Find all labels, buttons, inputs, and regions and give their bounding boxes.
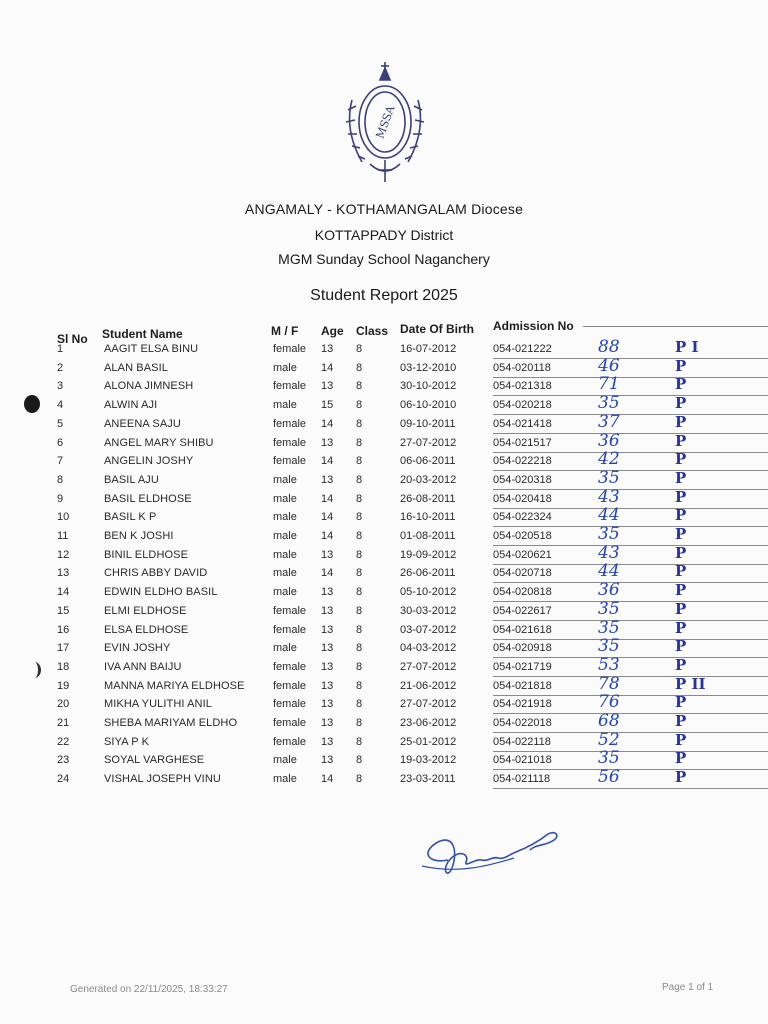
cell-gender: female (273, 343, 307, 355)
cell-student-name: ANGELIN JOSHY (104, 455, 194, 467)
cell-dob: 30-10-2012 (400, 380, 457, 392)
table-row (0, 730, 768, 754)
cell-age: 14 (321, 511, 334, 523)
cell-handwritten-mark: 35 (598, 468, 620, 488)
cell-handwritten-mark: 35 (598, 599, 620, 619)
cell-dob: 05-10-2012 (400, 586, 457, 598)
row-rule (493, 713, 768, 714)
row-rule (493, 545, 768, 546)
cell-handwritten-mark: 43 (598, 543, 620, 563)
cell-attendance: P (675, 450, 687, 468)
cell-gender: female (273, 455, 307, 467)
cell-sl: 11 (57, 530, 69, 542)
cell-sl: 9 (57, 493, 64, 505)
cell-attendance: P (675, 619, 687, 637)
cell-age: 13 (321, 437, 334, 449)
row-rule (493, 452, 768, 453)
cell-dob: 23-03-2011 (400, 773, 456, 785)
cell-attendance: P (675, 562, 687, 580)
cell-gender: male (273, 399, 297, 411)
cell-sl: 7 (57, 455, 64, 467)
cell-gender: male (273, 362, 297, 374)
row-rule (493, 508, 768, 509)
header-rule (583, 326, 768, 327)
cell-student-name: AAGIT ELSA BINU (104, 343, 199, 355)
logo-text: MSSA (373, 103, 398, 141)
cell-gender: female (273, 624, 307, 636)
cell-handwritten-mark: 56 (598, 767, 620, 787)
cell-attendance: P (675, 469, 687, 487)
cell-gender: female (273, 717, 307, 729)
cell-class: 8 (356, 418, 363, 430)
cell-student-name: CHRIS ABBY DAVID (104, 567, 208, 579)
cell-student-name: ALWIN AJI (104, 399, 158, 411)
table-row (0, 636, 768, 660)
cell-student-name: BASIL AJU (104, 474, 159, 486)
cell-handwritten-mark: 71 (598, 374, 620, 394)
cell-age: 13 (321, 754, 334, 766)
row-rule (493, 526, 768, 527)
cell-sl: 2 (57, 362, 64, 374)
row-rule (493, 433, 768, 434)
cell-age: 14 (321, 493, 334, 505)
cell-admission-no: 054-020818 (493, 586, 552, 598)
col-header-name: Student Name (102, 327, 183, 341)
cell-admission-no: 054-022218 (493, 455, 552, 467)
cell-age: 13 (321, 474, 334, 486)
cell-student-name: ELMI ELDHOSE (104, 605, 187, 617)
cell-dob: 01-08-2011 (400, 530, 456, 542)
cell-dob: 27-07-2012 (400, 661, 457, 673)
row-rule (493, 639, 768, 640)
cell-dob: 25-01-2012 (400, 736, 457, 748)
row-rule (493, 676, 768, 677)
cell-class: 8 (356, 455, 363, 467)
cell-student-name: BINIL ELDHOSE (104, 549, 189, 561)
cell-admission-no: 054-021517 (493, 437, 552, 449)
row-rule (493, 564, 768, 565)
cell-dob: 06-10-2010 (400, 399, 457, 411)
cell-attendance: P (675, 712, 687, 730)
cell-dob: 16-07-2012 (400, 343, 457, 355)
cell-admission-no: 054-022018 (493, 717, 552, 729)
cell-attendance: P (675, 394, 687, 412)
cell-handwritten-mark: 44 (598, 561, 620, 581)
cell-admission-no: 054-021918 (493, 698, 552, 710)
cell-class: 8 (356, 717, 363, 729)
cell-gender: female (273, 605, 307, 617)
cell-class: 8 (356, 624, 363, 636)
table-row (0, 692, 768, 716)
table-row (0, 412, 768, 436)
table-row (0, 524, 768, 548)
cell-sl: 6 (57, 437, 64, 449)
cell-gender: male (273, 493, 297, 505)
cell-admission-no: 054-021118 (493, 773, 551, 785)
row-rule (493, 620, 768, 621)
cell-admission-no: 054-020518 (493, 530, 552, 542)
cell-admission-no: 054-022324 (493, 511, 552, 523)
cell-admission-no: 054-020218 (493, 399, 552, 411)
row-rule (493, 601, 768, 602)
cell-dob: 20-03-2012 (400, 474, 457, 486)
cell-sl: 10 (57, 511, 70, 523)
cell-admission-no: 054-021818 (493, 680, 552, 692)
cell-age: 13 (321, 717, 334, 729)
cell-age: 13 (321, 605, 334, 617)
row-rule (493, 695, 768, 696)
cell-age: 13 (321, 642, 334, 654)
cell-class: 8 (356, 773, 363, 785)
cell-class: 8 (356, 380, 363, 392)
col-header-age: Age (321, 324, 344, 338)
cell-sl: 20 (57, 698, 70, 710)
row-rule (493, 732, 768, 733)
punch-hole (24, 395, 40, 413)
cell-dob: 03-07-2012 (400, 624, 457, 636)
cell-attendance: P (675, 600, 687, 618)
cell-handwritten-mark: 37 (598, 412, 620, 432)
cell-admission-no: 054-021318 (493, 380, 552, 392)
cell-student-name: ALONA JIMNESH (104, 380, 194, 392)
row-rule (493, 377, 768, 378)
cell-handwritten-mark: 35 (598, 393, 620, 413)
cell-student-name: ALAN BASIL (104, 362, 168, 374)
cell-attendance: P I (675, 338, 699, 356)
cell-sl: 23 (57, 754, 70, 766)
table-row (0, 580, 768, 604)
cell-handwritten-mark: 78 (598, 674, 620, 694)
cell-sl: 4 (57, 399, 64, 411)
cell-student-name: MIKHA YULITHI ANIL (104, 698, 212, 710)
cell-age: 14 (321, 362, 334, 374)
row-rule (493, 489, 768, 490)
col-header-dob: Date Of Birth (400, 322, 475, 336)
cell-dob: 09-10-2011 (400, 418, 456, 430)
row-rule (493, 414, 768, 415)
cell-dob: 04-03-2012 (400, 642, 457, 654)
cell-handwritten-mark: 43 (598, 487, 620, 507)
page-number: Page 1 of 1 (662, 982, 714, 993)
cell-sl: 14 (57, 586, 70, 598)
cell-class: 8 (356, 736, 363, 748)
cell-age: 13 (321, 549, 334, 561)
cell-attendance: P (675, 525, 687, 543)
cell-attendance: P (675, 375, 687, 393)
cell-dob: 16-10-2011 (400, 511, 456, 523)
cell-admission-no: 054-021618 (493, 624, 552, 636)
cell-attendance: P (675, 413, 687, 431)
district-title: KOTTAPPADY District (314, 227, 454, 243)
cell-sl: 16 (57, 624, 70, 636)
cell-attendance: P (675, 488, 687, 506)
cell-gender: female (273, 661, 307, 673)
cell-class: 8 (356, 343, 363, 355)
table-row (0, 711, 768, 735)
cell-dob: 27-07-2012 (400, 437, 457, 449)
cell-class: 8 (356, 605, 363, 617)
cell-handwritten-mark: 46 (598, 356, 620, 376)
cell-admission-no: 054-020621 (493, 549, 552, 561)
cell-handwritten-mark: 35 (598, 618, 620, 638)
cell-admission-no: 054-020118 (493, 362, 551, 374)
table-row (0, 487, 768, 511)
cell-student-name: ANGEL MARY SHIBU (104, 437, 214, 449)
cell-sl: 17 (57, 642, 70, 654)
table-row (0, 505, 768, 529)
table-row (0, 468, 768, 492)
cell-sl: 19 (57, 680, 70, 692)
table-row (0, 374, 768, 398)
cell-admission-no: 054-022118 (493, 736, 551, 748)
table-row (0, 356, 768, 380)
cell-sl: 5 (57, 418, 64, 430)
cell-gender: female (273, 437, 307, 449)
cell-age: 13 (321, 736, 334, 748)
cell-sl: 8 (57, 474, 64, 486)
cell-attendance: P (675, 432, 687, 450)
row-rule (493, 657, 768, 658)
cell-student-name: ANEENA SAJU (104, 418, 181, 430)
school-emblem-logo (340, 60, 430, 186)
cell-attendance: P (675, 731, 687, 749)
cell-handwritten-mark: 52 (598, 730, 620, 750)
cell-dob: 23-06-2012 (400, 717, 457, 729)
row-rule (493, 395, 768, 396)
cell-age: 13 (321, 698, 334, 710)
cell-gender: female (273, 698, 307, 710)
cell-handwritten-mark: 36 (598, 580, 620, 600)
cell-sl: 18 (57, 661, 70, 673)
cell-class: 8 (356, 362, 363, 374)
cell-sl: 24 (57, 773, 70, 785)
table-row (0, 543, 768, 567)
cell-handwritten-mark: 35 (598, 524, 620, 544)
cell-attendance: P (675, 749, 687, 767)
cell-student-name: BASIL ELDHOSE (104, 493, 192, 505)
cell-handwritten-mark: 36 (598, 431, 620, 451)
cell-class: 8 (356, 530, 363, 542)
cell-class: 8 (356, 493, 363, 505)
cell-class: 8 (356, 661, 363, 673)
table-row (0, 655, 768, 679)
cell-age: 14 (321, 773, 334, 785)
cell-class: 8 (356, 754, 363, 766)
cell-attendance: P (675, 581, 687, 599)
cell-gender: male (273, 474, 297, 486)
table-row (0, 431, 768, 455)
cell-dob: 03-12-2010 (400, 362, 457, 374)
cell-dob: 27-07-2012 (400, 698, 457, 710)
row-rule (493, 751, 768, 752)
cell-handwritten-mark: 76 (598, 692, 620, 712)
cell-attendance: P (675, 693, 687, 711)
cell-class: 8 (356, 680, 363, 692)
table-row (0, 561, 768, 585)
cell-class: 8 (356, 511, 363, 523)
cell-attendance: P (675, 544, 687, 562)
cell-sl: 13 (57, 567, 70, 579)
cell-handwritten-mark: 42 (598, 449, 620, 469)
row-rule (493, 470, 768, 471)
cell-gender: female (273, 380, 307, 392)
cell-sl: 1 (57, 343, 64, 355)
table-row (0, 748, 768, 772)
cell-dob: 21-06-2012 (400, 680, 457, 692)
cell-sl: 22 (57, 736, 70, 748)
col-header-sl: Sl No (57, 332, 88, 346)
cell-dob: 30-03-2012 (400, 605, 457, 617)
table-row (0, 393, 768, 417)
cell-class: 8 (356, 642, 363, 654)
col-header-admission: Admission No (493, 319, 574, 333)
cell-student-name: EVIN JOSHY (104, 642, 171, 654)
cell-handwritten-mark: 68 (598, 711, 620, 731)
cell-gender: male (273, 530, 297, 542)
cell-age: 14 (321, 530, 334, 542)
cell-age: 13 (321, 661, 334, 673)
cell-student-name: BASIL K P (104, 511, 157, 523)
cell-admission-no: 054-021222 (493, 343, 552, 355)
cell-gender: male (273, 549, 297, 561)
cell-student-name: SOYAL VARGHESE (104, 754, 205, 766)
table-row (0, 674, 768, 698)
cell-admission-no: 054-020718 (493, 567, 552, 579)
cell-attendance: P (675, 357, 687, 375)
cell-gender: male (273, 773, 297, 785)
cell-sl: 12 (57, 549, 70, 561)
cell-attendance: P (675, 637, 687, 655)
cell-handwritten-mark: 35 (598, 636, 620, 656)
cell-gender: male (273, 511, 297, 523)
punch-hole-edge (28, 662, 41, 678)
cell-age: 13 (321, 343, 334, 355)
cell-gender: male (273, 754, 297, 766)
cell-dob: 26-06-2011 (400, 567, 456, 579)
row-rule (493, 582, 768, 583)
cell-dob: 19-09-2012 (400, 549, 457, 561)
cell-attendance: P (675, 768, 687, 786)
cell-student-name: ELSA ELDHOSE (104, 624, 189, 636)
cell-student-name: EDWIN ELDHO BASIL (104, 586, 218, 598)
cell-admission-no: 054-021018 (493, 754, 552, 766)
cell-age: 14 (321, 567, 334, 579)
cell-age: 13 (321, 624, 334, 636)
cell-dob: 26-08-2011 (400, 493, 456, 505)
cell-student-name: IVA ANN BAIJU (104, 661, 182, 673)
cell-sl: 21 (57, 717, 70, 729)
cell-student-name: MANNA MARIYA ELDHOSE (104, 680, 245, 692)
cell-admission-no: 054-021418 (493, 418, 552, 430)
cell-gender: male (273, 567, 297, 579)
table-row (0, 599, 768, 623)
row-rule (493, 769, 768, 770)
cell-dob: 06-06-2011 (400, 455, 456, 467)
cell-student-name: SIYA P K (104, 736, 150, 748)
cell-student-name: VISHAL JOSEPH VINU (104, 773, 221, 785)
cell-admission-no: 054-020418 (493, 493, 552, 505)
cell-handwritten-mark: 88 (598, 337, 620, 357)
cell-class: 8 (356, 437, 363, 449)
handwritten-signature-icon (418, 822, 568, 884)
cell-admission-no: 054-020918 (493, 642, 552, 654)
cell-attendance: P (675, 506, 687, 524)
cell-dob: 19-03-2012 (400, 754, 457, 766)
cell-handwritten-mark: 53 (598, 655, 620, 675)
cell-age: 13 (321, 380, 334, 392)
cell-attendance: P II (675, 675, 706, 693)
cell-admission-no: 054-020318 (493, 474, 552, 486)
cell-class: 8 (356, 698, 363, 710)
school-title: MGM Sunday School Naganchery (278, 251, 490, 267)
cell-class: 8 (356, 474, 363, 486)
table-row (0, 767, 768, 791)
cell-gender: male (273, 586, 297, 598)
table-row (0, 449, 768, 473)
cell-admission-no: 054-021719 (493, 661, 552, 673)
cell-class: 8 (356, 549, 363, 561)
cell-age: 15 (321, 399, 334, 411)
generated-timestamp: Generated on 22/11/2025, 18:33:27 (70, 984, 228, 995)
cell-gender: female (273, 680, 307, 692)
cell-class: 8 (356, 586, 363, 598)
cell-student-name: SHEBA MARIYAM ELDHO (104, 717, 238, 729)
cell-gender: male (273, 642, 297, 654)
cell-class: 8 (356, 399, 363, 411)
diocese-title: ANGAMALY - KOTHAMANGALAM Diocese (244, 201, 524, 217)
cell-handwritten-mark: 44 (598, 505, 620, 525)
cell-age: 14 (321, 455, 334, 467)
row-rule (493, 358, 768, 359)
cell-class: 8 (356, 567, 363, 579)
report-title: Student Report 2025 (310, 287, 458, 304)
cell-sl: 3 (57, 380, 64, 392)
row-rule (493, 788, 768, 789)
cell-student-name: BEN K JOSHI (104, 530, 174, 542)
table-row (0, 618, 768, 642)
col-header-mf: M / F (271, 324, 299, 338)
cell-age: 14 (321, 418, 334, 430)
cell-age: 13 (321, 586, 334, 598)
cell-admission-no: 054-022617 (493, 605, 552, 617)
cell-gender: female (273, 736, 307, 748)
cell-handwritten-mark: 35 (598, 748, 620, 768)
cell-age: 13 (321, 680, 334, 692)
cell-gender: female (273, 418, 307, 430)
col-header-class: Class (356, 324, 389, 338)
cell-attendance: P (675, 656, 687, 674)
cell-sl: 15 (57, 605, 70, 617)
